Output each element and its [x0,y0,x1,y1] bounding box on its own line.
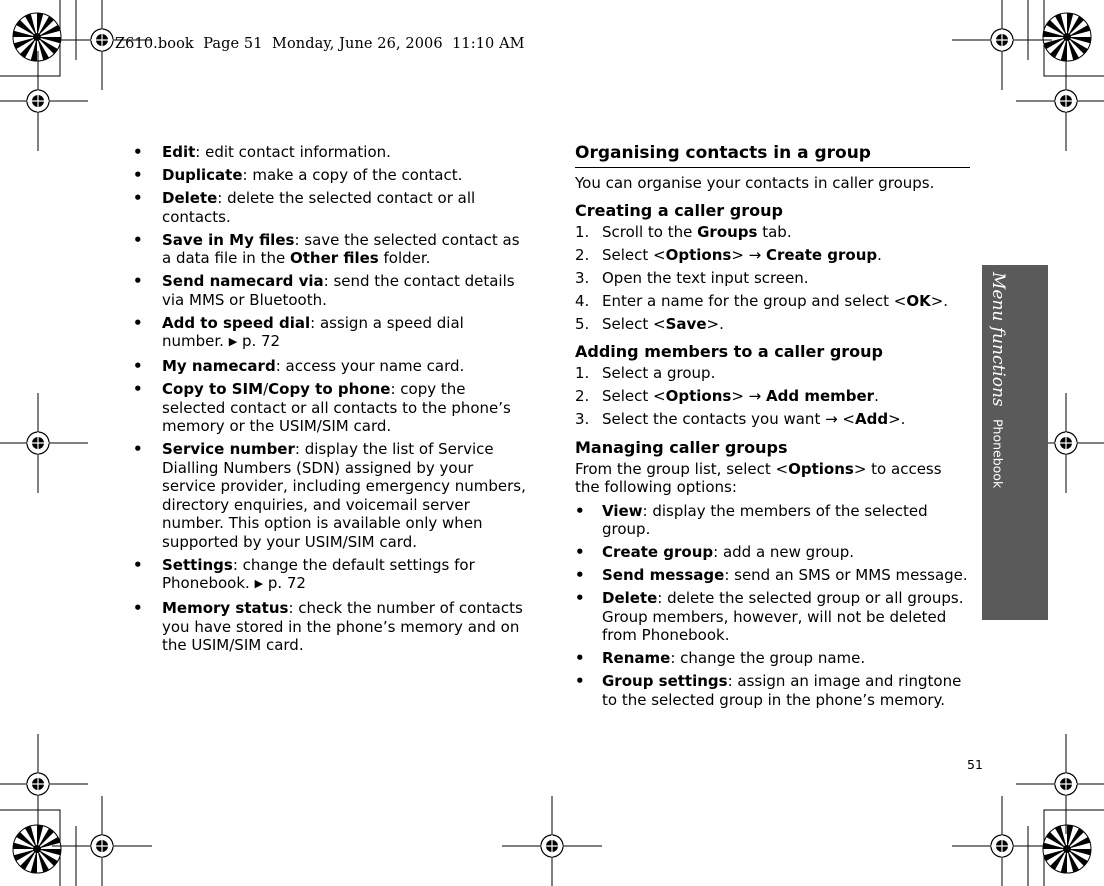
step-keyword: Add [855,410,889,428]
option-text: : check the number of contacts you have stored in the phone’s memory and on the USIM/SIM card. [162,599,523,654]
page-reference: p. 72 [241,332,281,350]
step-text: >. [930,291,949,310]
registration-mark-icon [52,796,152,886]
option-text: : access your name card. [275,357,465,375]
chapter-side-tab [982,265,1048,620]
list-item [575,672,970,709]
color-bar-star-icon [13,825,61,873]
list-item [133,357,528,376]
step-number: 2. [575,387,590,405]
step-item [575,292,970,311]
option-text: : delete the selected group or all groups. Group members, however, will not be deleted from Phonebook. [602,589,964,644]
step-text: . [877,245,882,264]
option-term: Group settings [602,672,728,690]
color-bar-star-icon [13,13,61,61]
step-number: 3. [575,410,590,428]
step-keyword: Create group [766,245,878,264]
section-label: Phonebook [990,418,1006,488]
list-item [575,589,970,645]
step-item [575,387,970,406]
step-keyword: Options [665,245,732,264]
manage-intro [575,460,970,497]
step-text: Select < [602,245,666,264]
color-bar-star-icon [1043,825,1091,873]
left-column [133,143,528,659]
option-text: : display the list of Service Dialling Numbers (SDN) assigned by your service provider, including emergency numbers, directory enquiries, and voicemail server number. This option is available only when supported by your USIM/SIM card. [162,440,526,551]
list-item [575,566,970,585]
option-text: : copy the selected contact or all contacts to the phone’s memory or the USIM/SIM card. [162,380,511,435]
option-text: : delete the selected contact or all contacts. [162,189,476,226]
option-term: Copy to phone [268,380,391,398]
step-item [575,269,970,288]
list-item [133,166,528,185]
list-item [133,556,528,595]
registration-mark-icon [0,734,88,834]
step-item [575,315,970,334]
intro-text: > to access the following options: [575,459,942,496]
step-keyword: Add member [766,387,875,405]
list-item [133,143,528,162]
option-term: Copy to SIM [162,380,264,398]
step-text: Scroll to the [602,222,698,241]
list-item [133,440,528,551]
option-text: : send the contact details via MMS or Bluetooth. [162,272,515,309]
step-text: Open the text input screen. [602,268,809,287]
step-number: 1. [575,364,590,382]
option-text: : display the members of the selected group. [602,501,928,538]
registration-mark-icon [952,796,1052,886]
list-item [575,543,970,562]
registration-mark-icon [502,796,602,886]
section-title: Organising contacts in a group [575,143,970,168]
list-item [133,189,528,226]
option-term: Send message [602,566,725,584]
list-item [133,599,528,655]
page-reference: p. 72 [267,574,306,592]
step-keyword: Save [665,314,707,333]
option-term: Create group [602,543,714,561]
option-text: : assign an image and ringtone to the selected group in the phone’s memory. [602,672,962,709]
list-item [575,502,970,539]
registration-mark-icon [0,51,88,151]
option-text: : make a copy of the contact. [242,166,463,184]
add-steps-list [575,364,970,429]
subsection-title-add: Adding members to a caller group [575,342,883,361]
step-text: > → [731,245,767,264]
option-text: : assign a speed dial number. [162,313,464,350]
step-number: 5. [575,314,590,333]
right-triangle-icon: ▶ [228,335,238,348]
folder-name: Other files [289,249,379,267]
subsection-title-create: Creating a caller group [575,200,783,220]
option-term: Add to speed dial [162,313,311,332]
intro-keyword: Options [788,459,854,478]
option-text: : send an SMS or MMS message. [724,566,968,584]
option-text: : edit contact information. [195,143,391,161]
color-bar-star-icon [1043,13,1091,61]
list-item [575,649,970,668]
step-number: 4. [575,291,590,310]
step-text: >. [888,410,906,428]
create-steps-list [575,223,970,334]
option-term: Delete [162,189,218,207]
step-text: Select < [602,314,666,333]
registration-mark-icon [0,393,88,493]
step-number: 2. [575,245,590,264]
print-header: Z610.book Page 51 Monday, June 26, 2006 11:10 AM [115,36,525,52]
registration-mark-icon [1016,734,1104,834]
step-keyword: OK [906,291,931,310]
option-term: Rename [602,649,671,667]
registration-mark-icon [952,0,1052,90]
step-number: 3. [575,268,590,287]
option-text: : add a new group. [713,543,855,561]
option-term: Delete [602,589,658,607]
step-text: Enter a name for the group and select < [602,291,907,310]
option-term: Service number [162,440,295,458]
option-term: Duplicate [162,166,243,184]
option-term: Edit [162,143,196,161]
step-text: >. [706,314,724,333]
intro-text: From the group list, select < [575,459,789,478]
step-text: . [874,387,879,405]
option-term: My namecard [162,357,276,375]
option-term: Settings [162,555,233,574]
option-text: : change the group name. [670,649,866,667]
step-keyword: Options [665,387,732,405]
step-text: Select a group. [602,364,716,382]
right-triangle-icon: ▶ [254,577,264,590]
option-text: : change the default settings for Phonebook. [162,555,475,592]
list-item [133,231,528,268]
step-item [575,223,970,242]
list-item [133,380,528,436]
chapter-label: Menu functions [988,272,1008,407]
separator: / [263,380,269,398]
option-term: Send namecard via [162,272,324,290]
subsection-title-manage: Managing caller groups [575,437,788,457]
group-options-list [575,502,970,710]
list-item [133,314,528,353]
step-item [575,246,970,265]
step-text: Select < [602,387,666,405]
option-term: Save in My files [162,230,295,249]
option-text: folder. [378,249,431,267]
right-column [575,143,970,714]
registration-mark-icon [1016,51,1104,151]
step-keyword: Groups [697,222,758,241]
step-text: > → [731,387,767,405]
contact-options-list [133,143,528,655]
step-text: tab. [757,222,792,241]
option-term: View [602,501,643,520]
step-item [575,364,970,383]
page-number: 51 [967,757,983,772]
step-number: 1. [575,222,590,241]
section-intro: You can organise your contacts in caller groups. [575,174,935,192]
step-item [575,410,970,429]
list-item [133,272,528,309]
option-term: Memory status [162,599,289,617]
option-text: : save the selected contact as a data file in the [162,230,520,267]
step-text: Select the contacts you want → < [602,410,855,428]
